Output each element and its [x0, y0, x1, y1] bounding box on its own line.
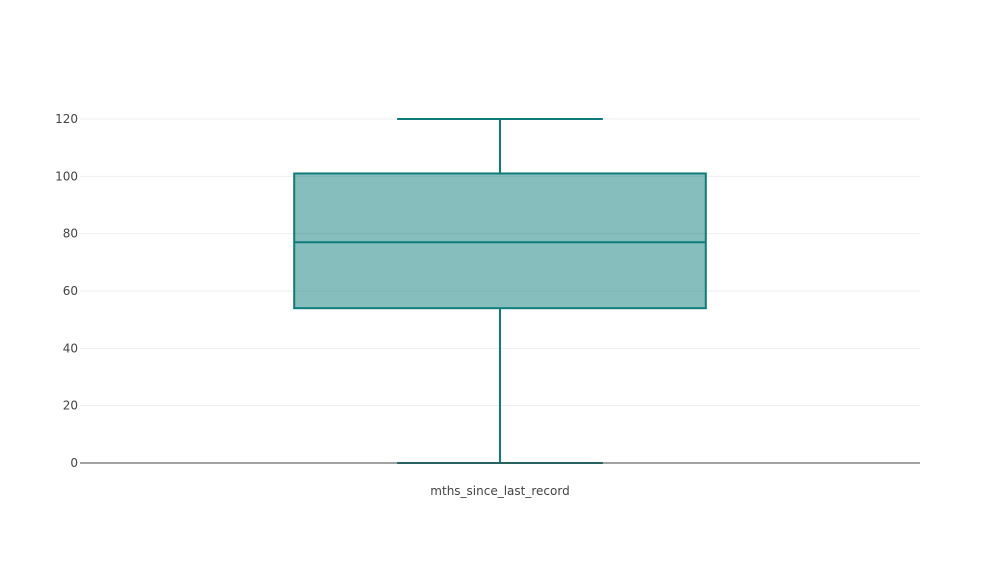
- y-tick-label-80: 80: [62, 226, 78, 241]
- y-tick-label-100: 100: [55, 169, 78, 184]
- y-tick-label-40: 40: [62, 341, 78, 356]
- y-axis-tick-labels: [55, 112, 78, 470]
- iqr-box: [294, 173, 706, 308]
- y-tick-label-20: 20: [62, 398, 78, 413]
- y-tick-label-0: 0: [70, 456, 78, 470]
- x-axis-tick-labels: [430, 484, 569, 498]
- box-plot-series: [294, 119, 706, 463]
- y-tick-label-60: 60: [62, 284, 78, 298]
- box-mths_since_last_record: [294, 119, 706, 463]
- y-tick-label-120: 120: [55, 112, 78, 126]
- x-tick-label-mths_since_last_record: mths_since_last_record: [430, 484, 570, 498]
